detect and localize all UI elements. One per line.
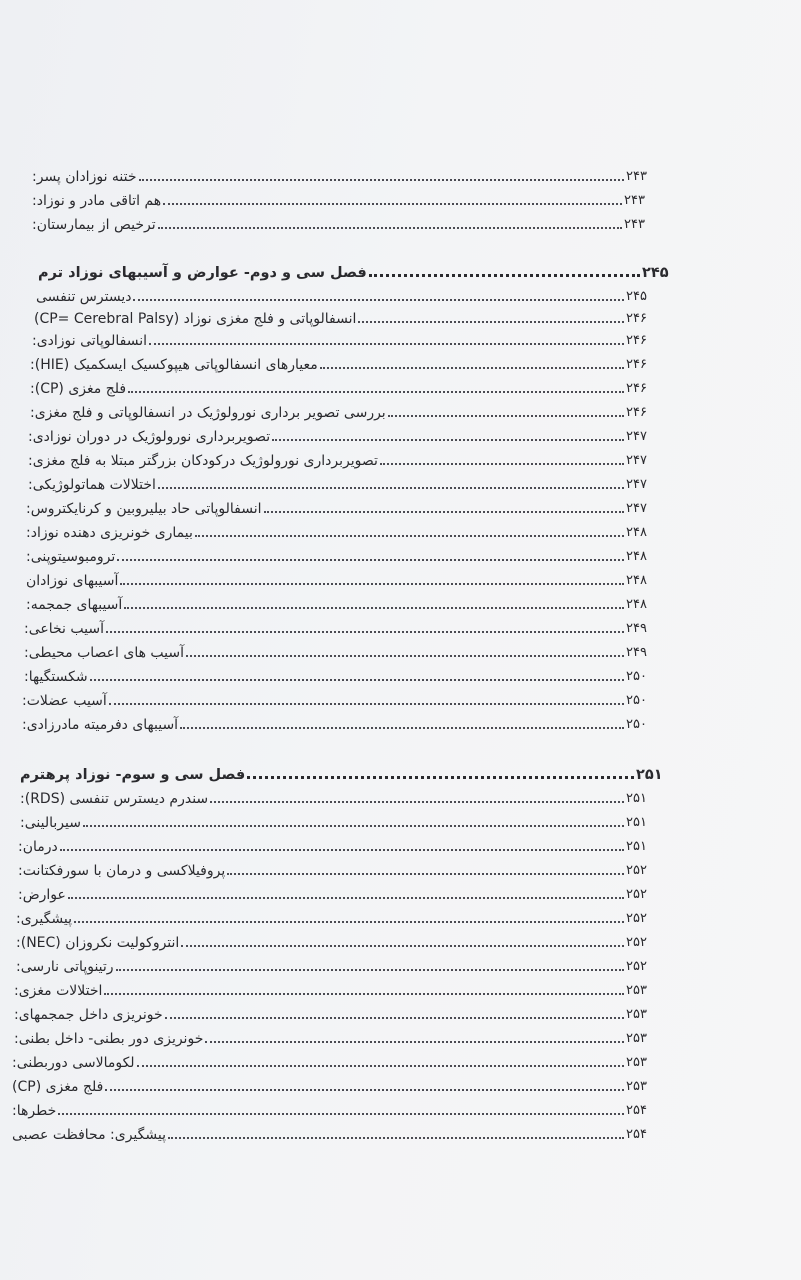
toc-entry-row: [24, 518, 660, 542]
page-number: ۲۵۲: [626, 959, 647, 974]
entry-title: آسیبهای دفرمیته مادرزادی:: [22, 717, 179, 733]
entry-title: پیشگیری:: [16, 911, 72, 927]
page-number: ۲۴۹: [626, 645, 647, 660]
page-number: ۲۴۸: [626, 549, 647, 564]
entry-title: اختلالات مغزی:: [14, 983, 103, 999]
entry-title: ترخیص از بیمارستان:: [32, 217, 156, 233]
page-number: ۲۴۷: [626, 477, 647, 492]
dot-leader: [74, 921, 624, 923]
page-number: ۲۵۳: [626, 983, 647, 998]
toc-entry-row: [26, 422, 660, 446]
entry-title: لکومالاسی دوربطنی:: [12, 1055, 135, 1071]
toc-entry-row: [28, 398, 660, 422]
page-number: ۲۴۷: [626, 453, 647, 468]
toc-entry-row: [18, 808, 660, 832]
dot-leader: [117, 559, 624, 561]
entry-title: پیشگیری: محافظت عصبی: [12, 1127, 166, 1143]
page-number: ۲۵۰: [626, 669, 647, 684]
entry-title: انتروکولیت نکروزان (NEC):: [16, 935, 180, 951]
page-number: ۲۵۱: [636, 767, 663, 783]
toc-entry-row: [10, 1048, 660, 1072]
page-number: ۲۴۶: [626, 357, 647, 372]
entry-title: تصویربرداری نورولوژیک درکودکان بزرگتر مبتلا به فلج مغزی:: [28, 453, 378, 469]
page-number: ۲۴۷: [626, 429, 647, 444]
toc-entry-row: [12, 976, 660, 1000]
page-number: ۲۵۱: [626, 839, 647, 854]
toc-entry-row: [30, 326, 660, 350]
chapter-title: فصل سی و سوم- نوزاد پرهترم: [20, 767, 246, 783]
dot-leader: [158, 487, 624, 489]
toc-entry-row: [16, 856, 660, 880]
entry-title: انسفالوپاتی نوزادی:: [32, 333, 147, 349]
page-number: ۲۵۰: [626, 717, 647, 732]
entry-title: پروفیلاکسی و درمان با سورفکتانت:: [18, 863, 226, 879]
toc-entry-row: [12, 1000, 660, 1024]
page-number: ۲۴۶: [626, 311, 647, 326]
entry-title: فلج مغزی (CP):: [30, 381, 127, 397]
page-number: ۲۴۸: [626, 573, 647, 588]
entry-title: آسیب های اعصاب محیطی:: [24, 645, 185, 661]
entry-title: خونریزی دور بطنی- داخل بطنی:: [14, 1031, 204, 1047]
entry-title: اختلالات هماتولوژیکی:: [28, 477, 156, 493]
entry-title: تصویربرداری نورولوژیک در دوران نوزادی:: [28, 429, 271, 445]
entry-title: فلج مغزی (CP): [12, 1079, 104, 1095]
page-number: ۲۴۳: [624, 193, 645, 208]
dot-leader: [320, 367, 624, 369]
toc-entry-row: [30, 186, 658, 210]
dot-leader: [388, 415, 624, 417]
dot-leader: [205, 1041, 624, 1043]
page-number: ۲۴۸: [626, 597, 647, 612]
entry-title: سیربالینی:: [20, 815, 81, 831]
page-number: ۲۴۷: [626, 501, 647, 516]
dot-leader: [120, 583, 624, 585]
page-number: ۲۵۳: [626, 1007, 647, 1022]
page-number: ۲۴۵: [642, 265, 669, 281]
dot-leader: [186, 655, 624, 657]
page-number: ۲۵۲: [626, 887, 647, 902]
toc-entry-row: [18, 784, 660, 808]
entry-title: ختنه نوزادان پسر:: [32, 169, 137, 185]
toc-entry-row: [26, 446, 660, 470]
entry-title: آسیبهای نوزادان: [26, 573, 119, 589]
chapter-heading-row: [36, 258, 676, 282]
dot-leader: [380, 463, 624, 465]
page-number: ۲۴۶: [626, 405, 647, 420]
dot-leader: [247, 776, 634, 779]
toc-entry-row: [14, 928, 660, 952]
page-number: ۲۴۸: [626, 525, 647, 540]
entry-title: آسیب عضلات:: [22, 693, 107, 709]
toc-entry-row: [30, 162, 660, 186]
dot-leader: [68, 897, 624, 899]
dot-leader: [58, 1113, 624, 1115]
entry-title: بررسی تصویر برداری نورولوژیک در انسفالوپاتی و فلج مغزی:: [30, 405, 386, 421]
page-number: ۲۴۵: [626, 289, 647, 304]
page-number: ۲۴۳: [624, 217, 645, 232]
entry-title: شکستگیها:: [24, 669, 88, 685]
toc-entry-row: [22, 662, 660, 686]
entry-title: هم اتاقی مادر و نوزاد:: [32, 193, 162, 209]
page-number: ۲۵۳: [626, 1055, 647, 1070]
toc-entry-row: [14, 904, 660, 928]
entry-title: آسیبهای جمجمه:: [26, 597, 123, 613]
page-number: ۲۴۳: [626, 169, 647, 184]
dot-leader: [272, 439, 624, 441]
toc-entry-row: [22, 614, 660, 638]
toc-entry-row: [28, 374, 660, 398]
toc-entry-row: [16, 880, 660, 904]
entry-title: رتینوپاتی نارسی:: [16, 959, 114, 975]
dot-leader: [137, 1065, 624, 1067]
toc-entry-row: [24, 566, 660, 590]
toc-entry-row: [20, 686, 660, 710]
page-number: ۲۴۶: [626, 333, 647, 348]
page-number: ۲۵۲: [626, 863, 647, 878]
toc-entry-row: [22, 638, 660, 662]
entry-title: آسیب نخاعی:: [24, 621, 104, 637]
page-number: ۲۵۴: [626, 1103, 647, 1118]
dot-leader: [90, 679, 624, 681]
entry-title: انسفالوپاتی حاد بیلیروبین و کرنایکتروس:: [26, 501, 262, 517]
dot-leader: [128, 391, 624, 393]
toc-entry-row: [16, 832, 660, 856]
entry-title: خونریزی داخل جمجمهای:: [14, 1007, 163, 1023]
toc-entry-row: [10, 1096, 660, 1120]
page-number: ۲۵۲: [626, 911, 647, 926]
toc-entry-row: [24, 542, 660, 566]
dot-leader: [106, 631, 624, 633]
entry-title: ترومبوسیتوپنی:: [26, 549, 116, 565]
dot-leader: [358, 321, 624, 323]
toc-entry-row: [30, 210, 658, 234]
dot-leader: [149, 343, 624, 345]
entry-title: معیارهای انسفالوپاتی هیپوکسیک ایسکمیک (HIE):: [30, 357, 318, 373]
page-number: ۲۵۰: [626, 693, 647, 708]
dot-leader: [104, 993, 624, 995]
dot-leader: [124, 607, 624, 609]
toc-entry-row: [26, 470, 660, 494]
dot-leader: [83, 825, 624, 827]
dot-leader: [116, 969, 624, 971]
toc-entry-row: [12, 1024, 660, 1048]
page-number: ۲۵۲: [626, 935, 647, 950]
entry-title: خطرها:: [12, 1103, 57, 1119]
toc-entry-row: [14, 952, 660, 976]
entry-title: انسفالوپاتی و فلج مغزی نوزاد (CP= Cerebral Palsy): [34, 311, 357, 327]
entry-title: بیماری خونریزی دهنده نوزاد:: [26, 525, 193, 541]
page-number: ۲۵۴: [626, 1127, 647, 1142]
page-number: ۲۴۹: [626, 621, 647, 636]
dot-leader: [60, 849, 624, 851]
dot-leader: [165, 1017, 624, 1019]
dot-leader: [109, 703, 624, 705]
dot-leader: [181, 945, 624, 947]
dot-leader: [210, 801, 624, 803]
toc-entry-row: [24, 590, 660, 614]
toc-entry-row: [10, 1120, 660, 1144]
toc-entry-row: [34, 282, 660, 306]
dot-leader: [264, 511, 624, 513]
entry-title: دیسترس تنفسی: [36, 289, 132, 305]
chapter-heading-row: [18, 760, 670, 784]
dot-leader: [180, 727, 624, 729]
toc-entry-row: [32, 304, 660, 328]
entry-title: سندرم دیسترس تنفسی (RDS):: [20, 791, 209, 807]
toc-entry-row: [20, 710, 660, 734]
toc-entry-row: [24, 494, 660, 518]
dot-leader: [195, 535, 624, 537]
dot-leader: [369, 274, 640, 277]
dot-leader: [139, 179, 624, 181]
page-number: ۲۵۳: [626, 1079, 647, 1094]
dot-leader: [163, 203, 622, 205]
entry-title: عوارض:: [18, 887, 66, 903]
entry-title: درمان:: [18, 839, 58, 855]
page-number: ۲۵۱: [626, 791, 647, 806]
dot-leader: [158, 227, 622, 229]
page-number: ۲۵۳: [626, 1031, 647, 1046]
toc-entry-row: [10, 1072, 660, 1096]
dot-leader: [168, 1137, 624, 1139]
dot-leader: [227, 873, 624, 875]
toc-entry-row: [28, 350, 660, 374]
dot-leader: [105, 1089, 624, 1091]
chapter-title: فصل سی و دوم- عوارض و آسیبهای نوزاد ترم: [38, 265, 367, 281]
dot-leader: [133, 299, 624, 301]
page-number: ۲۵۱: [626, 815, 647, 830]
page-number: ۲۴۶: [626, 381, 647, 396]
